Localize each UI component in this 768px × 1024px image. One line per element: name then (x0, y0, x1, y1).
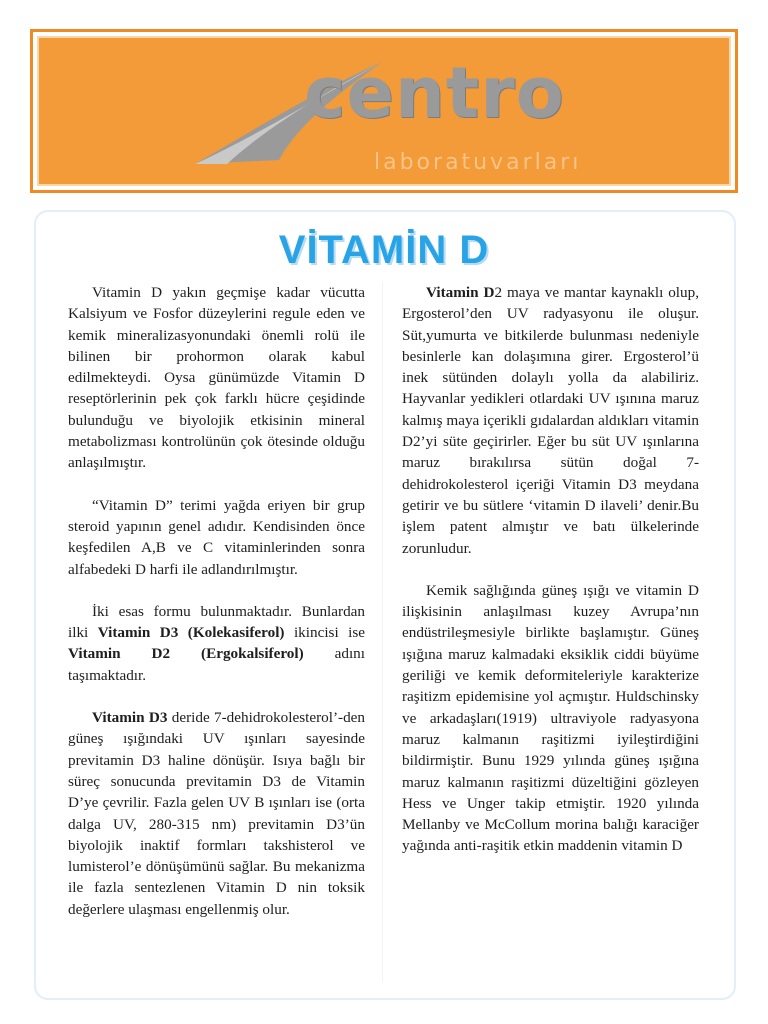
page-title: VİTAMİN D (278, 228, 490, 272)
paragraph-d3 (68, 707, 365, 920)
forms-d3-bold: Vitamin D3 (Kolekasiferol) (97, 624, 285, 642)
paragraph-forms (68, 601, 365, 686)
d3-bold: Vitamin D3 (92, 709, 168, 727)
paragraph-intro-text: Vitamin D yakın geçmişe kadar vücutta Kalsiyum ve Fosfor düzeylerini regule eden ve kemik mineralizasyonundaki önemli rolü ile bilinen bir prohormon olarak kabul edilmekteydi. Oysa günümüzde Vitamin D reseptörlerinin pek çok farklı hücre çeşidinde bulunduğu ve biyolojik etkisinin mineral metabolizması kontrolünün çok ötesinde olduğu anlaşılmıştır. (68, 284, 365, 472)
left-column (68, 282, 365, 941)
logo-wordmark: centro (304, 52, 565, 134)
paragraph-intro (68, 282, 365, 474)
paragraph-d2-text: 2 maya ve mantar kaynaklı olup, Ergosterol’den UV radyasyonu ile oluşur. Süt,yumurta ve bitkilerde bulunması nedeniyle besinlerle kan dolaşımına girer. Ergosterol’ü inek sütünden dolaylı yolla da alabiliriz. Hayvanlar yedikleri otlardaki UV ışınına maruz kalmış maya içerikli gıdalardan aldıkları vitamin D2’yi süte geçirirler. Eğer bu süt UV ışınlarına maruz bırakılırsa sütün doğal 7-dehidrokolesterol içeriği Vitamin D3 meydana getirir ve bu sütlere ‘vitamin D ilaveli’ denir.Bu işlem patent almıştır ve batı ülkelerinde zorunludur. (402, 284, 700, 557)
paragraph-d2 (402, 282, 699, 559)
centro-logo (187, 52, 627, 186)
paragraph-history-text: Kemik sağlığında güneş ışığı ve vitamin D ilişkisinin anlaşılması kuzey Avrupa’nın endüstrileşmesiyle birlikte başlamıştır. Güneş ışığına maruz kalmadaki eksiklik ciddi büyüme geriliği ve kemik deformiteleriyle karakterize raşitizm epidemisine yol açmıştır. Huldschinsky ve arkadaşları(1919) ultraviyole radyasyona maruz kalmanın raşitizmi iyileştirdiğini bildirmiştir. Bunu 1929 yılında güneş ışığına maruz kalmanın raşitizmi düzeltiğini gözleyen Hess ve Unger takip etmiştir. 1920 yılında Mellanby ve McCollum morina balığı karaciğer yağında anti-raşitik etkin maddenin vitamin D (402, 581, 699, 855)
paragraph-d3-text: deride 7-dehidrokolesterol’-den güneş ışığındaki UV ışınları sayesinde previtamin D3 haline dönüşür. Isıya bağlı bir süreç sonucunda previtamin D3 de Vitamin D’ye çevrilir. Fazla gelen UV B ışınları ise (orta dalga UV, 280-315 nm) previtamin D3’ün biyolojik inaktif formları takshisterol ve lumisterol’e dönüşümünü sağlar. Bu mekanizma ile fazla sentezlenen Vitamin D nin toksik değerlere ulaşması engellenmiş olur. (68, 709, 365, 918)
forms-text-a: İki esas formu bulunmaktadır. Bunlardan ilki (68, 602, 365, 642)
header-banner (33, 32, 735, 190)
paragraph-term (68, 495, 365, 580)
right-column (402, 282, 699, 878)
column-divider (382, 282, 383, 982)
paragraph-history (402, 580, 699, 857)
forms-text-e: adını taşımaktadır. (68, 645, 365, 684)
logo-subtitle: laboratuvarları (374, 150, 582, 175)
d2-bold: Vitamin D (426, 284, 495, 301)
forms-text-c: ikincisi ise (284, 624, 365, 642)
forms-d2-bold: Vitamin D2 (Ergokalsiferol) (68, 645, 304, 663)
paragraph-term-text: “Vitamin D” terimi yağda eriyen bir grup steroid yapının genel adıdır. Kendisinden önce keşfedilen A,B ve C vitaminlerinden sonra alfabedeki D harfi ile adlandırılmıştır. (68, 496, 365, 578)
